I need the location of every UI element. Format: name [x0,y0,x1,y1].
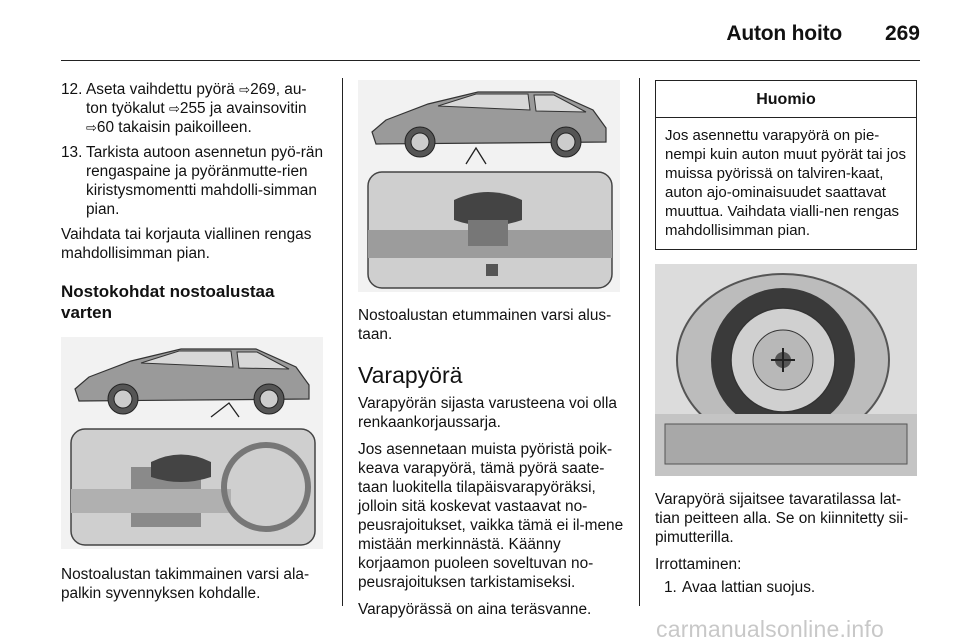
page-number: 269 [884,22,920,45]
step-number: 12. [61,81,83,98]
figure-caption: Nostoalustan etummainen varsi alus-taan. [358,307,612,343]
page-reference-link[interactable]: 269 [250,81,276,98]
section-title: Auton hoito [726,22,842,45]
paragraph: Vaihdata tai korjauta viallinen rengas mahdollisimman pian. [61,226,312,262]
figure-caption: Nostoalustan takimmainen varsi ala-palkin syvennyksen kohdalle. [61,566,310,602]
page-reference-link[interactable]: 255 [179,100,206,117]
spare-wheel-illustration [655,264,917,476]
page-reference-link[interactable]: 60 [96,119,115,136]
column-2 [358,80,624,627]
column-3 [655,80,921,597]
arrow-right-icon: ⇨ [169,101,180,116]
arrow-right-icon: ⇨ [239,82,251,97]
lift-point-rear-illustration [61,337,323,549]
list-item: 1. Avaa lattian suojus. [664,579,816,596]
lift-point-front-illustration [358,80,620,292]
column-1 [61,80,327,603]
list-item: 13. Tarkista autoon asennetun pyö-rän rengaspaine ja pyöränmutte-rien kiristysmomentti mahdolli-simman pian. [61,144,323,218]
list-item: 12. Aseta vaihdettu pyörä ⇨269, au-ton työkalut ⇨255 ja avainsovitin ⇨60 takaisin paikoilleen. [61,81,307,136]
notice-text: Jos asennettu varapyörä on pie-nempi kuin auton muut pyörät tai jos muissa pyörissä on talviren-kaat, auton ajo-ominaisuudet saattavat muuttua. Vaihdata vialli-nen rengas mahdollisimman pian. [665,127,906,239]
watermark: carmanualsonline.info [656,616,884,642]
subheading: Nostokohdat nostoalustaa varten [61,282,275,322]
section-heading: Varapyörä [358,362,463,388]
paragraph: Varapyörän sijasta varusteena voi olla renkaankorjaussarja. [358,395,617,431]
figure-caption: Varapyörä sijaitsee tavaratilassa lat-tian peitteen alla. Se on kiinnitetty sii-pimutterilla. [655,491,909,546]
notice-title: Huomio [656,81,916,118]
paragraph: Jos asennetaan muista pyöristä poik-keava varapyörä, tämä pyörä saate-taan luokitella tilapäisvarapyöräksi, jolloin sitä koskevat vastaavat no-peusrajoitukset, vaikka tämä ei il-mene mistään merkinnästä. Käänny korjaamon puoleen soveltuvan no-peusrajoituksen tarkistamiseksi. [358,441,624,591]
removal-label: Irrottaminen: [655,556,742,573]
page-header [0,0,960,62]
column-divider-2 [639,78,640,606]
notice-box [655,80,917,250]
column-divider-1 [342,78,343,606]
step-number: 13. [61,144,83,161]
paragraph: Varapyörässä on aina teräsvanne. [358,601,592,618]
step-number: 1. [664,579,677,596]
header-divider [61,60,920,61]
arrow-right-icon: ⇨ [86,120,97,135]
